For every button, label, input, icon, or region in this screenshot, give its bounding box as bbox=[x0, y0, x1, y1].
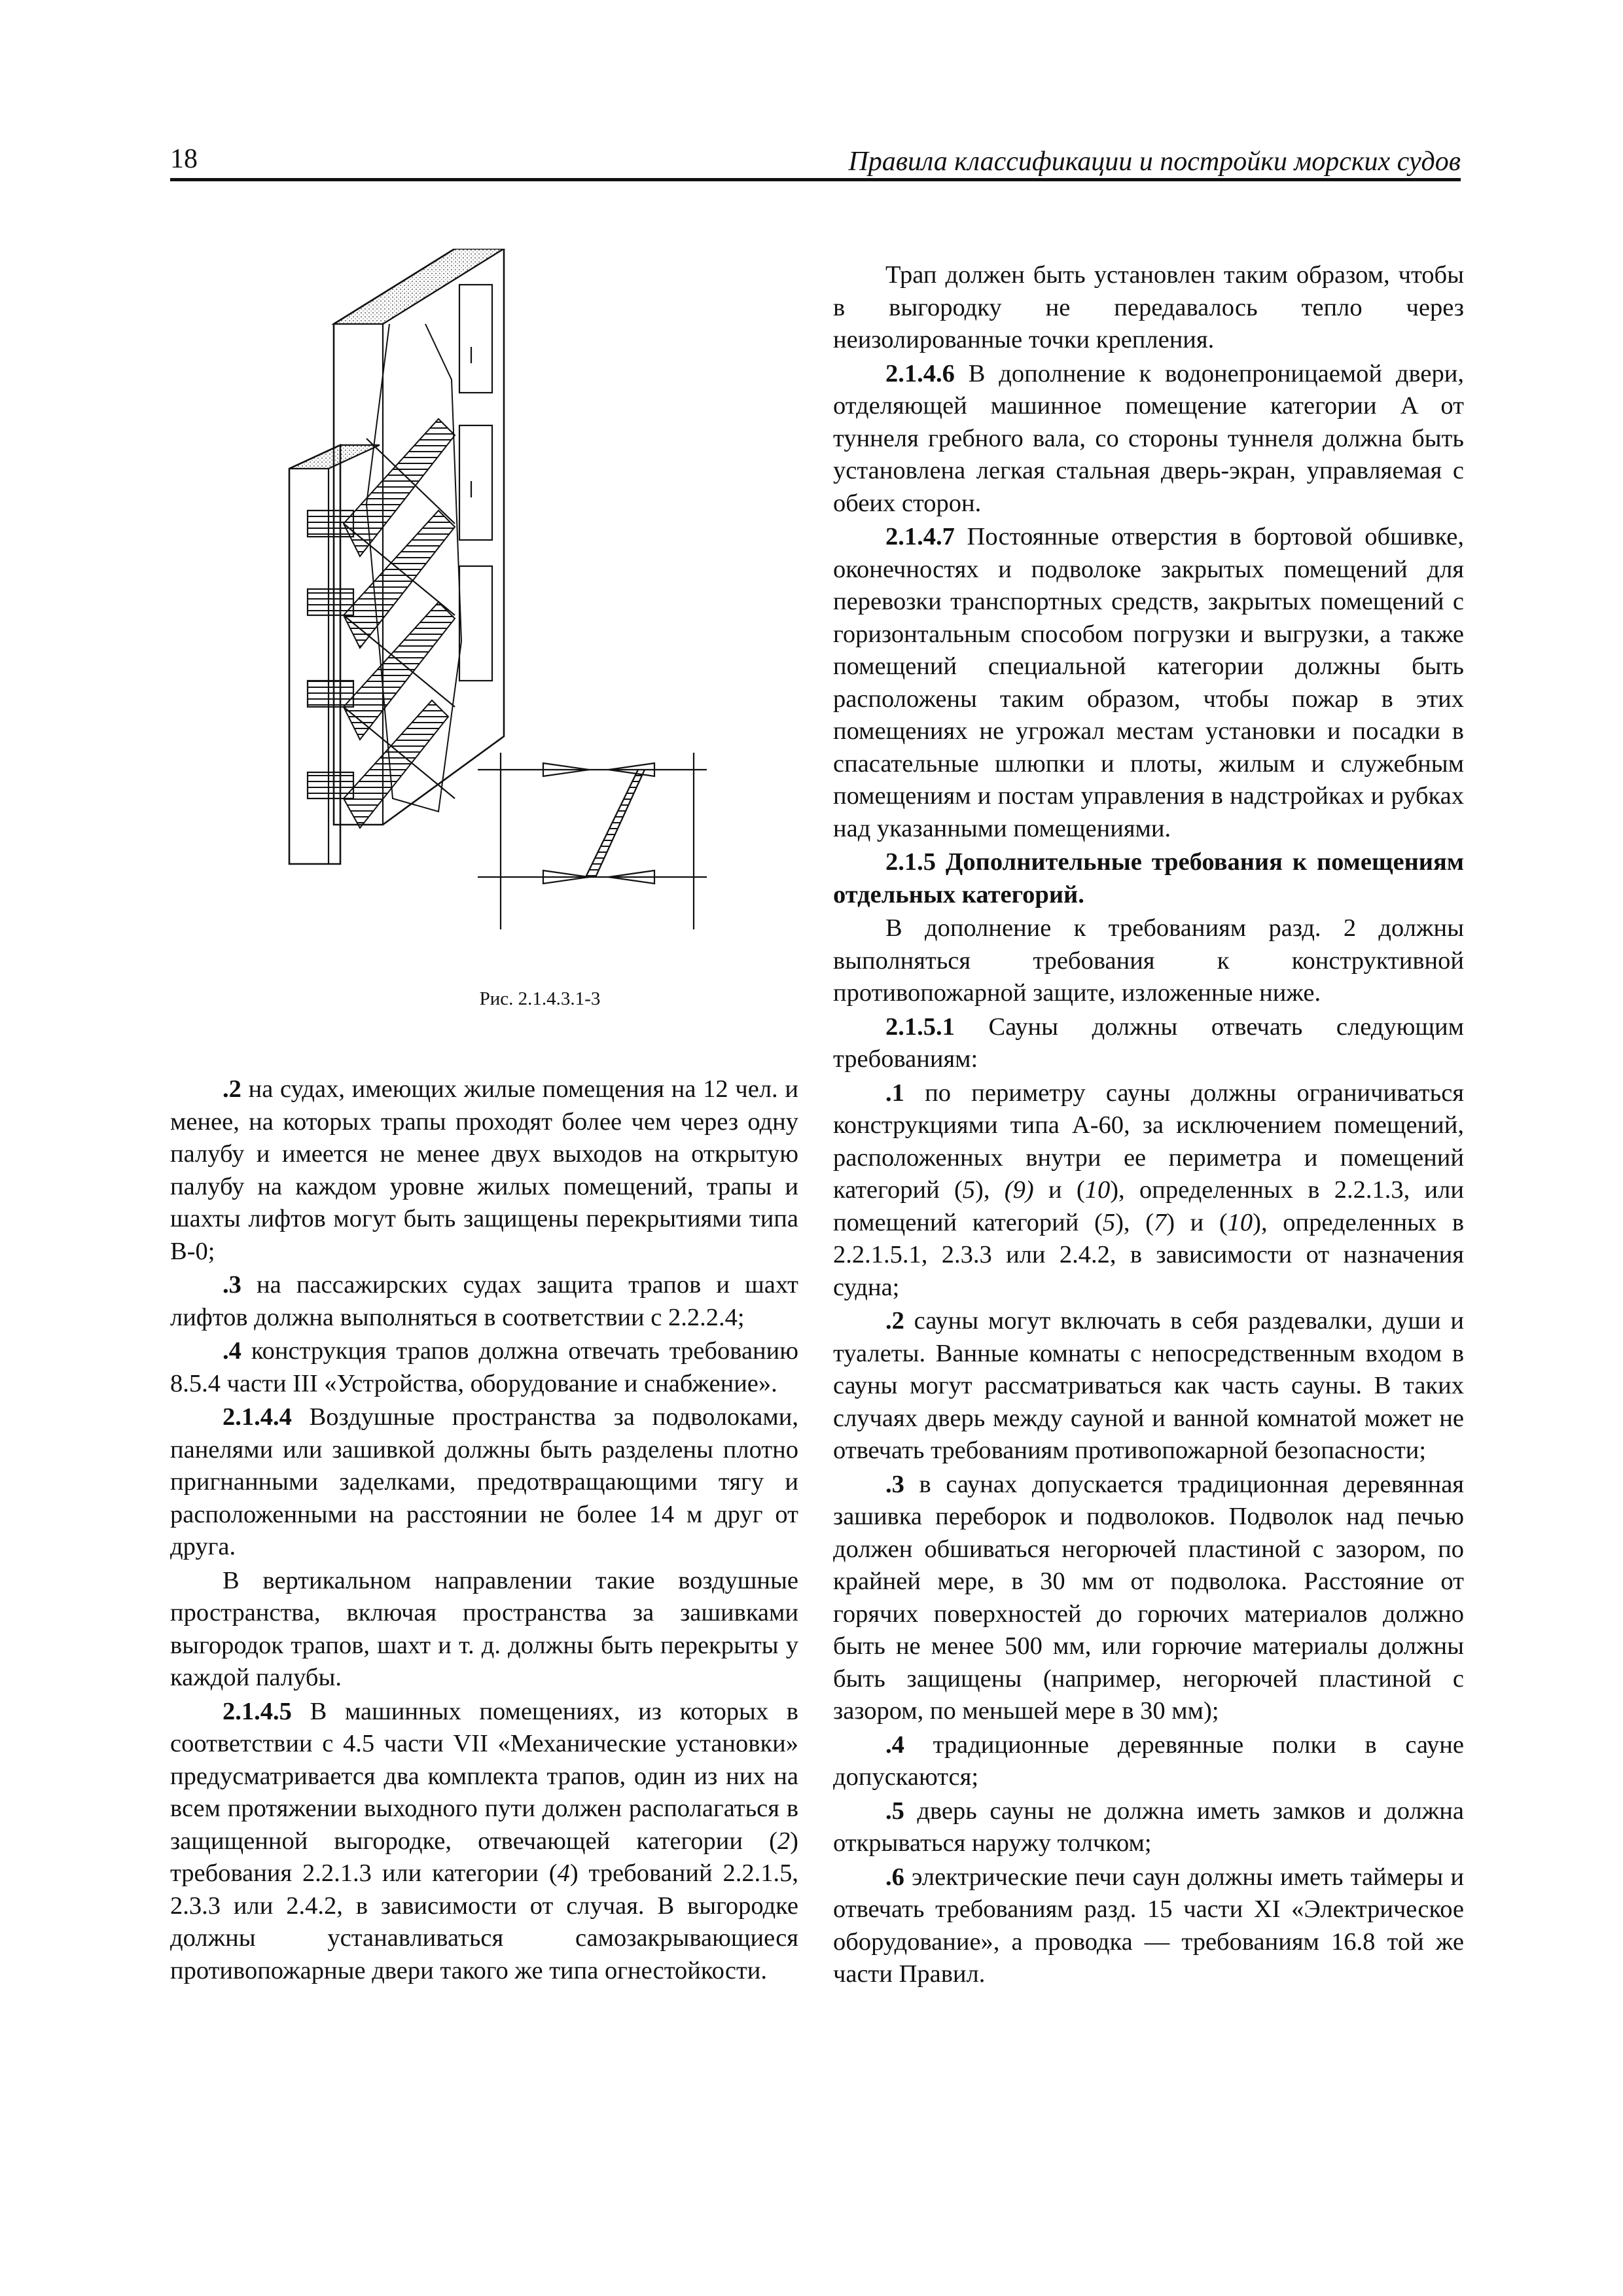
figure-caption: Рис. 2.1.4.3.1-3 bbox=[479, 988, 601, 1009]
paragraph-text: на судах, имеющих жилые помещения на 12 чел. и менее, на которых трапы проходят более чем через одну палубу и имеется не менее двух выходов на открытую палубу на каждом уровне жилых помещений, трапы и шахты лифтов могут быть защищены перекрытиями типа B-0; bbox=[170, 1075, 798, 1265]
paragraph-text: ) и ( bbox=[1166, 1208, 1228, 1236]
paragraph-sauna-3 bbox=[833, 1469, 1464, 1728]
running-title: Правила классификации и постройки морских судов bbox=[848, 147, 1461, 177]
clause-number: 2.1.4.7 bbox=[885, 523, 955, 550]
paragraph-sauna-6 bbox=[833, 1861, 1464, 1991]
header-rule bbox=[170, 178, 1461, 181]
paragraph-addition: В дополнение к требованиям разд. 2 должны выполняться требования к конструктивной противопожарной защите, изложенные ниже. bbox=[833, 914, 1464, 1007]
clause-number: 2.1.4.5 bbox=[223, 1697, 292, 1725]
clause-number: 2.1.4.4 bbox=[223, 1403, 292, 1431]
clause-number: 2.1.5.1 bbox=[885, 1013, 955, 1041]
category-ref: 5 bbox=[1102, 1208, 1116, 1236]
item-number: .4 bbox=[223, 1337, 241, 1365]
item-number: .1 bbox=[885, 1079, 904, 1107]
paragraph-text: ), ( bbox=[1115, 1208, 1154, 1236]
paragraph-text: конструкция трапов должна отвечать требованию 8.5.4 части III «Устройства, оборудование и снабжение». bbox=[170, 1337, 798, 1397]
paragraph-sauna-4 bbox=[833, 1729, 1464, 1794]
paragraph-text: ), bbox=[975, 1176, 1005, 1204]
paragraph-vertical: В вертикальном направлении такие воздушные пространства, включая пространства за зашивками выгородок трапов, шахт и т. д. должны быть перекрыты у каждой палубы. bbox=[170, 1566, 798, 1691]
paragraph-text: дверь сауны не должна иметь замков и должна открываться наружу толчком; bbox=[833, 1797, 1464, 1857]
item-number: .3 bbox=[223, 1271, 241, 1299]
category-ref: 10 bbox=[1084, 1176, 1111, 1204]
paragraph-item-4 bbox=[170, 1335, 798, 1400]
paragraph-text: по периметру сауны должны ограничиваться конструкциями типа A-60, за исключением помещений, расположенных внутри ее периметра и помещений категорий ( bbox=[833, 1079, 1464, 1204]
paragraph-item-2 bbox=[170, 1073, 798, 1268]
paragraph-trap: Трап должен быть установлен таким образом, чтобы в выгородку не передавалось тепло через неизолированные точки крепления. bbox=[833, 261, 1464, 353]
paragraph-sauna-1 bbox=[833, 1077, 1464, 1304]
item-number: .2 bbox=[223, 1075, 241, 1103]
paragraph-text: традиционные деревянные полки в сауне допускаются; bbox=[833, 1731, 1464, 1791]
item-number: .4 bbox=[885, 1731, 904, 1759]
paragraph-text: ) требований 2.2.1.5, 2.3.3 или 2.4.2, в зависимости от случая. В выгородке должны устанавливаться самозакрывающиеся противопожарные двери такого же типа огнестойкости. bbox=[170, 1859, 798, 1984]
paragraph-2-1-4-7 bbox=[833, 521, 1464, 845]
paragraph-text: сауны могут включать в себя раздевалки, души и туалеты. Ванные комнаты с непосредственным входом в сауны могут рассматриваться как часть сауны. В таких случаях дверь между сауной и ванной комнатой может не отвечать требованиям противопожарной безопасности; bbox=[833, 1307, 1464, 1464]
page-number: 18 bbox=[170, 144, 198, 174]
category-ref: 7 bbox=[1153, 1208, 1167, 1236]
paragraph-2-1-4-6 bbox=[833, 358, 1464, 520]
left-column bbox=[170, 1073, 798, 1988]
paragraph-2-1-5-1 bbox=[833, 1011, 1464, 1076]
paragraph-text: и ( bbox=[1033, 1176, 1085, 1204]
paragraph-text: В машинных помещениях, из которых в соответствии с 4.5 части VII «Механические установки» предусматривается два комплекта трапов, один из них на всем протяжении выходного пути должен располагаться в защищенной выгородке, отвечающей категории ( bbox=[170, 1697, 798, 1855]
clause-number: 2.1.4.6 bbox=[885, 359, 955, 387]
paragraph-item-3 bbox=[170, 1269, 798, 1334]
paragraph-text: ) требования 2.2.1.3 или категории ( bbox=[170, 1827, 798, 1887]
item-number: .6 bbox=[885, 1863, 904, 1891]
category-ref: 5 bbox=[962, 1176, 976, 1204]
category-ref: 4 bbox=[557, 1859, 570, 1887]
category-ref: (9) bbox=[1004, 1176, 1034, 1204]
item-number: .2 bbox=[885, 1307, 904, 1335]
paragraph-text: Воздушные пространства за подволоками, панелями или зашивкой должны быть разделены плотно пригнанными заделками, предотвращающими тягу и расположенными на расстоянии не более 14 м друг от друга. bbox=[170, 1403, 798, 1560]
paragraph-text: электрические печи саун должны иметь таймеры и отвечать требованиям разд. 15 части XI «Электрическое оборудование», а проводка — требованиям 16.8 той же части Правил. bbox=[833, 1863, 1464, 1988]
paragraph-text: В дополнение к водонепроницаемой двери, отделяющей машинное помещение категории A от туннеля гребного вала, со стороны туннеля должна быть установлена легкая стальная дверь-экран, управляемая с обеих сторон. bbox=[833, 359, 1464, 517]
item-number: .3 bbox=[885, 1470, 904, 1498]
paragraph-text: Постоянные отверстия в бортовой обшивке, оконечностях и подволоке закрытых помещений для перевозки транспортных средств, закрытых помещений с горизонтальным способом погрузки и выгрузки, а также помещений специальной категории должны быть расположены таким образом, чтобы пожар в этих помещениях не угрожал местам установки и посадки в спасательные шлюпки и плоты, жилым и служебным помещениям и постам управления в надстройках и рубках над указанными помещениями. bbox=[833, 523, 1464, 842]
paragraph-text: на пассажирских судах защита трапов и шахт лифтов должна выполняться в соответствии с 2.2.2.4; bbox=[170, 1271, 798, 1331]
right-column bbox=[833, 259, 1464, 1992]
staircase-figure bbox=[281, 249, 766, 936]
paragraph-text: в саунах допускается традиционная деревянная зашивка переборок и подволоков. Подволок над печью должен обшиваться негорючей пластиной с зазором, по крайней мере, в 30 мм от подволока. Расстояние от горячих поверхностей до горючих материалов должно быть не менее 500 мм, или горючие материалы должны быть защищены (например, негорючей пластиной с зазором, по меньшей мере в 30 мм); bbox=[833, 1470, 1464, 1725]
paragraph-sauna-2 bbox=[833, 1305, 1464, 1467]
paragraph-text: ), определенных в 2.2.1.5.1, 2.3.3 или 2.4.2, в зависимости от назначения судна; bbox=[833, 1208, 1464, 1301]
item-number: .5 bbox=[885, 1797, 904, 1825]
paragraph-2-1-4-5 bbox=[170, 1696, 798, 1988]
paragraph-text: ), определенных в 2.2.1.3, или помещений категорий ( bbox=[833, 1176, 1464, 1236]
paragraph-sauna-5 bbox=[833, 1795, 1464, 1860]
section-heading-2-1-5: 2.1.5 Дополнительные требования к помещениям отдельных категорий. bbox=[833, 848, 1464, 908]
paragraph-2-1-4-4 bbox=[170, 1401, 798, 1564]
category-ref: 2 bbox=[777, 1827, 791, 1855]
category-ref: 10 bbox=[1227, 1208, 1253, 1236]
paragraph-text: Сауны должны отвечать следующим требованиям: bbox=[833, 1013, 1464, 1073]
